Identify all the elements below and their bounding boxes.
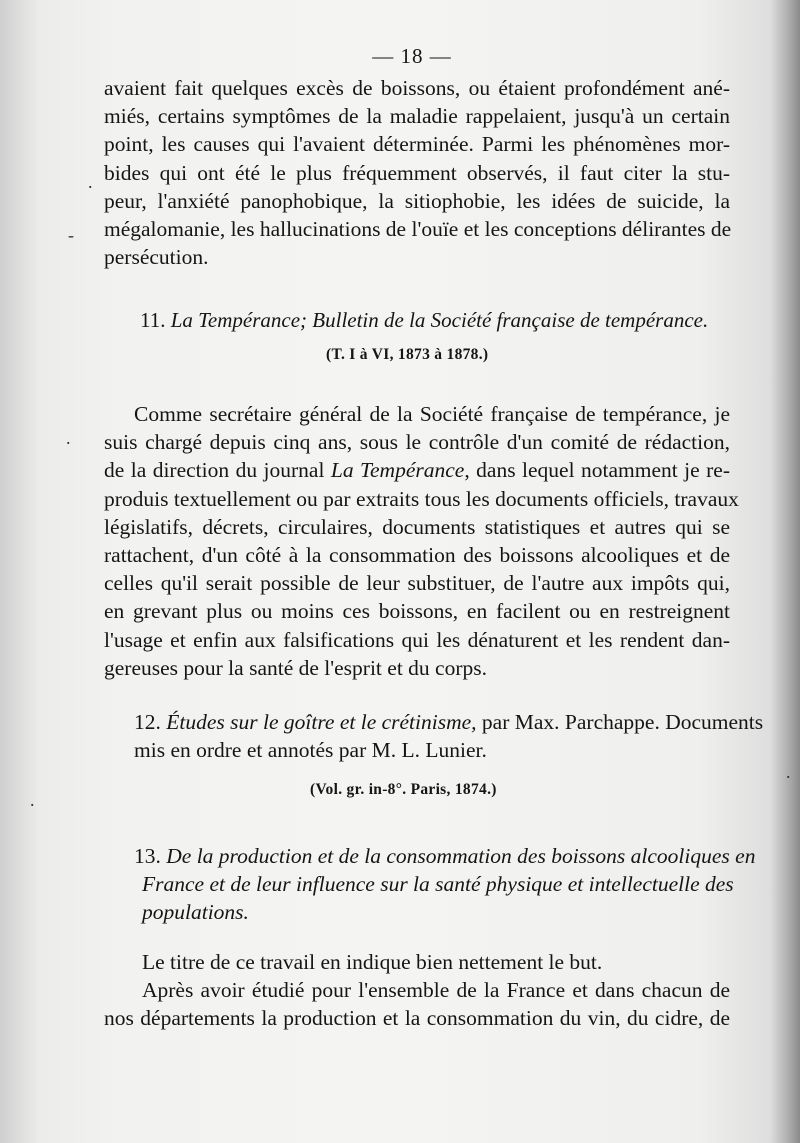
entry-11-publication: (T. I à VI, 1873 à 1878.) [326,346,489,363]
entry-number: 12. [134,710,161,734]
text-line: populations. [142,900,249,925]
entry-number: 13. [134,844,161,868]
text-line: mis en ordre et annotés par M. L. Lunier. [134,738,487,763]
text-segment: de la direction du journal [104,458,331,483]
entry-13 [134,842,756,927]
text-line: miés, certains symptômes de la maladie rappelaient, jusqu'à un certain [104,104,730,129]
ink-speck: - [68,225,74,245]
text-line: France et de leur influence sur la santé physique et intellectuelle des [142,872,734,897]
text-line: point, les causes qui l'avaient déterminée. Parmi les phénomènes mor- [104,132,730,157]
entry-title: La Tempérance; Bulletin de la Société française de tempérance. [170,308,709,332]
ink-speck: . [66,428,71,448]
text-line: gereuses pour la santé de l'esprit et du corps. [104,655,487,680]
page-number: — 18 — [372,44,452,68]
text-line: Comme secrétaire général de la Société française de tempérance, je [134,402,730,426]
entry-title: Études sur le goître et le crétinisme, [166,710,477,734]
text-line: produis textuellement ou par extraits tous les documents officiels, travaux [104,486,739,511]
text-line [104,456,730,484]
text-line: peur, l'anxiété panophobique, la sitiophobie, les idées de suicide, la [104,188,730,213]
entry-title-part: De la production et de la consommation des boissons alcooliques en [166,844,756,868]
ink-speck: . [30,790,35,810]
paragraph-temperance-journal [104,400,739,682]
journal-title: La Tempérance [330,458,465,483]
paragraph-study-purpose [104,948,730,1033]
text-line: nos départements la production et la consommation du vin, du cidre, de [104,1006,730,1031]
text-line: Le titre de ce travail en indique bien nettement le but. [142,950,603,974]
text-line: mégalomanie, les hallucinations de l'ouïe et les conceptions délirantes de [104,217,732,242]
text-line: suis chargé depuis cinq ans, sous le contrôle d'un comité de rédaction, [104,430,730,455]
text-line: Après avoir étudié pour l'ensemble de la France et dans chacun de [142,978,730,1003]
text-line: rattachent, d'un côté à la consommation des boissons alcooliques et de [104,543,730,568]
text-line [134,708,764,736]
entry-11-heading [140,306,708,334]
text-line: en grevant plus ou moins ces boissons, en facilent ou en restreignent [104,599,730,624]
text-segment: , dans lequel notamment je re- [464,458,730,483]
text-line: l'usage et enfin aux falsifications qui les dénaturent et les rendent dan- [104,627,730,652]
paragraph-mental-symptoms [104,74,730,271]
text-line: bides qui ont été le plus fréquemment observés, il faut citer la stu- [104,160,730,185]
text-line: celles qu'il serait possible de leur substituer, de l'autre aux impôts qui, [104,571,730,596]
entry-number: 11. [140,308,166,332]
entry-12 [134,708,764,764]
ink-speck: . [88,172,93,192]
ink-speck: . [786,762,791,782]
text-line: législatifs, décrets, circulaires, documents statistiques et autres qui se [104,514,730,539]
text-line: persécution. [104,245,209,270]
text-line [134,842,756,870]
entry-author: par Max. Parchappe. Documents [476,710,764,734]
text-line: avaient fait quelques excès de boissons, ou étaient profondément ané- [104,76,730,100]
entry-12-publication: (Vol. gr. in-8°. Paris, 1874.) [310,781,497,798]
